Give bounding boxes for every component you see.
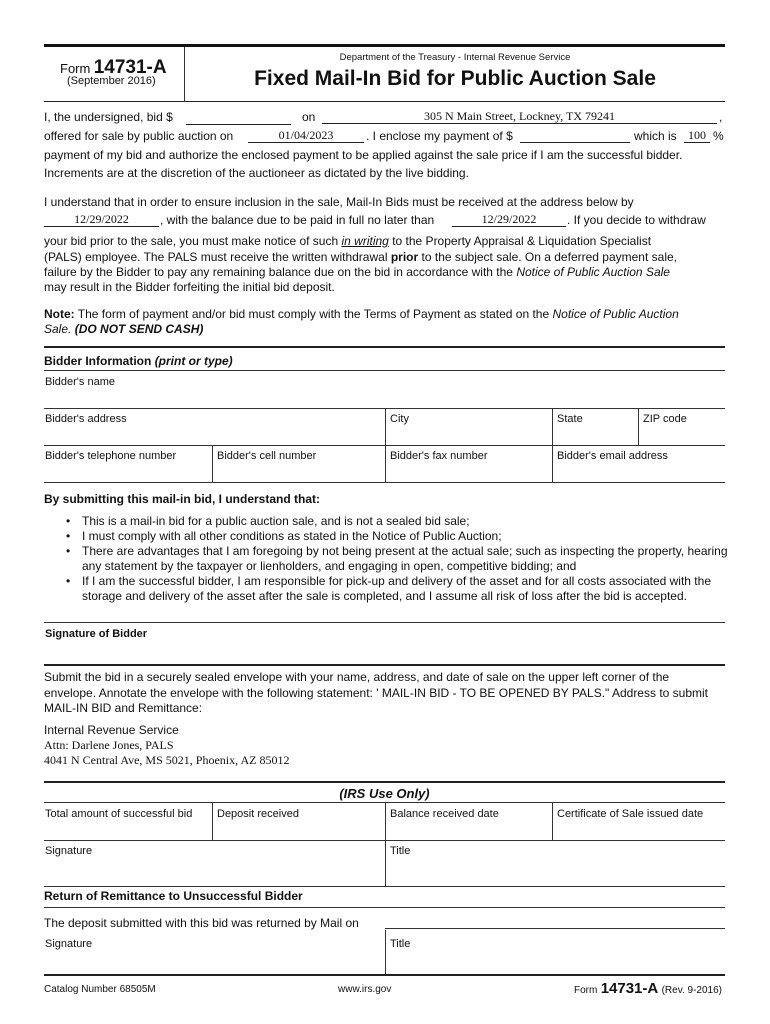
rule	[44, 622, 725, 623]
signature-of-bidder-label: Signature of Bidder	[45, 628, 148, 640]
bid-line2-label: offered for sale by public auction on	[44, 129, 234, 143]
bidder-info-top-rule	[44, 346, 725, 348]
remittance-heading: Return of Remittance to Unsuccessful Bidder	[44, 889, 303, 903]
remittance-title-label: Title	[390, 938, 411, 950]
bidder-info-heading-text: Bidder Information	[44, 354, 152, 368]
note-text: The form of payment and/or bid must comply with the Terms of Payment as stated on the	[77, 307, 550, 321]
bullet-icon: •	[66, 529, 71, 543]
list-item-text: I must comply with all other conditions as stated in the Notice of Public Auction;	[82, 529, 502, 543]
list-item-text: There are advantages that I am foregoing by not being present at the actual sale; such as inspecting the property, hearing any statement by the taxpayer or lienholders, and engaging in open, competitive bidding; and	[82, 544, 728, 573]
phone-input[interactable]	[45, 464, 207, 480]
state-label: State	[557, 413, 583, 425]
fax-input[interactable]	[390, 464, 550, 480]
list-item	[44, 544, 734, 574]
understand-line3	[44, 234, 744, 248]
email-input[interactable]	[557, 464, 721, 480]
bidder-info-heading	[44, 354, 233, 368]
irs-signature-label: Signature	[45, 845, 93, 857]
col-divider	[385, 840, 386, 886]
bullet-icon: •	[66, 544, 71, 558]
col-divider	[385, 408, 386, 445]
prior-text: prior	[390, 250, 419, 264]
remittance-signature-label: Signature	[45, 938, 93, 950]
address-line1: Internal Revenue Service	[44, 723, 179, 737]
understand-line5-a: failure by the Bidder to pay any remaining balance due on the bid in accordance with the	[44, 265, 513, 279]
city-label: City	[390, 413, 409, 425]
col-divider	[385, 802, 386, 840]
deposit-received-label: Deposit received	[217, 808, 299, 820]
department-line: Department of the Treasury - Internal Revenue Service	[339, 52, 571, 63]
col-divider	[212, 802, 213, 840]
col-divider	[385, 445, 386, 482]
understand-line2-end: . If you decide to withdraw	[567, 213, 706, 227]
understand-line4-b: to the subject sale. On a deferred payment sale,	[421, 250, 677, 264]
fax-label: Bidder's fax number	[390, 450, 488, 462]
understand-line4	[44, 250, 744, 264]
phone-label: Bidder's telephone number	[45, 450, 177, 462]
irs-use-top-rule	[44, 781, 725, 783]
col-divider	[552, 445, 553, 482]
form-number: 14731-A	[93, 57, 167, 78]
signature-bottom-rule	[44, 664, 725, 666]
bid-line1-end: ,	[719, 110, 723, 124]
irs-website: www.irs.gov	[338, 984, 392, 995]
percent-field[interactable]: 100	[684, 128, 710, 143]
footer-form-id	[574, 980, 722, 997]
col-divider	[385, 930, 386, 974]
percent-sign: %	[713, 129, 724, 143]
rule	[44, 370, 725, 371]
col-divider	[552, 408, 553, 445]
form-date: (September 2016)	[67, 75, 156, 87]
note-line1	[44, 307, 744, 321]
no-cash-text: (DO NOT SEND CASH)	[74, 322, 204, 336]
list-item-text: This is a mail-in bid for a public auction sale, and is not a sealed bid sale;	[82, 514, 470, 528]
note-notice-b: Sale.	[44, 322, 72, 336]
bidder-address-label: Bidder's address	[45, 413, 127, 425]
page-title: Fixed Mail-In Bid for Public Auction Sale	[254, 67, 656, 90]
bidder-address-input[interactable]	[45, 427, 380, 443]
bid-amount-input[interactable]	[186, 110, 291, 125]
col-divider	[212, 445, 213, 482]
footer-form-number: 14731-A	[600, 980, 659, 997]
acknowledgement-list	[44, 514, 734, 604]
remittance-text: The deposit submitted with this bid was returned by Mail on	[44, 916, 359, 930]
catalog-number: Catalog Number 68505M	[44, 984, 156, 995]
rule	[44, 907, 725, 908]
note-line2	[44, 322, 744, 336]
received-by-date-field[interactable]: 12/29/2022	[44, 212, 159, 227]
bidder-name-input[interactable]	[45, 390, 720, 406]
understand-line4-a: (PALS) employee. The PALS must receive the written withdrawal	[44, 250, 388, 264]
cell-input[interactable]	[217, 464, 381, 480]
understand-line1: I understand that in order to ensure inclusion in the sale, Mail-In Bids must be received at the address below by	[44, 195, 634, 209]
total-bid-label: Total amount of successful bid	[45, 808, 193, 820]
auction-date-field[interactable]: 01/04/2023	[248, 128, 364, 143]
bidder-info-heading-suffix: (print or type)	[154, 354, 233, 368]
state-input[interactable]	[557, 427, 633, 443]
bid-line4: Increments are at the discretion of the auctioneer as dictated by the live bidding.	[44, 166, 469, 180]
address-line2: Attn: Darlene Jones, PALS	[44, 738, 174, 752]
irs-use-heading: (IRS Use Only)	[339, 786, 430, 801]
certificate-date-label: Certificate of Sale issued date	[557, 808, 704, 820]
bid-payment-label: . I enclose my payment of $	[366, 129, 513, 143]
bullet-icon: •	[66, 514, 71, 528]
returned-date-input[interactable]	[385, 914, 725, 929]
irs-title-label: Title	[390, 845, 411, 857]
header-bottom-rule	[44, 101, 725, 102]
in-writing-text: in writing	[341, 234, 389, 248]
notice-title-text: Notice of Public Auction Sale	[516, 265, 670, 279]
balance-received-label: Balance received date	[390, 808, 499, 820]
address-line3: 4041 N Central Ave, MS 5021, Phoenix, AZ 85012	[44, 753, 290, 767]
zip-input[interactable]	[643, 427, 721, 443]
bid-which-label: which is	[634, 129, 677, 143]
list-item-text: If I am the successful bidder, I am responsible for pick-up and delivery of the asset and for all costs associated with the storage and delivery of the asset after the sale is completed, and I assume all risk of loss after the bid is accepted.	[82, 574, 711, 603]
bid-line3: payment of my bid and authorize the enclosed payment to be applied against the sale price if I am the successful bidder.	[44, 148, 683, 162]
acknowledgement-heading: By submitting this mail-in bid, I understand that:	[44, 492, 320, 506]
col-divider	[638, 408, 639, 445]
zip-label: ZIP code	[643, 413, 687, 425]
top-rule	[44, 44, 725, 47]
rule	[44, 482, 725, 483]
city-input[interactable]	[390, 427, 550, 443]
list-item	[44, 529, 734, 544]
footer-rev: (Rev. 9-2016)	[661, 985, 722, 996]
footer-form-prefix: Form	[574, 985, 598, 996]
understand-line2-mid: , with the balance due to be paid in full no later than	[160, 213, 435, 227]
list-item	[44, 514, 734, 529]
payment-amount-input[interactable]	[520, 128, 630, 143]
balance-date-field[interactable]: 12/29/2022	[452, 212, 566, 227]
note-label: Note:	[44, 307, 75, 321]
submit-instructions: Submit the bid in a securely sealed envelope with your name, address, and date of sale on the upper left corner of the envelope. Annotate the envelope with the following statement: ' MAIL-IN BID - TO BE OPENED BY PALS." Address to submit MAIL-IN BID and Remittance:	[44, 670, 709, 715]
footer-top-rule	[44, 974, 725, 976]
understand-line6: may result in the Bidder forfeiting the initial bid deposit.	[44, 280, 335, 294]
understand-line3-b: to the Property Appraisal & Liquidation Specialist	[392, 234, 652, 248]
bidder-signature-input[interactable]	[45, 644, 720, 662]
understand-line3-a: your bid prior to the sale, you must make notice of such	[44, 234, 339, 248]
col-divider	[552, 802, 553, 840]
bid-on-label: on	[302, 110, 316, 124]
note-notice-a: Notice of Public Auction	[552, 307, 679, 321]
bidder-name-label: Bidder's name	[45, 376, 115, 388]
understand-line5	[44, 265, 744, 279]
form-prefix: Form	[60, 61, 91, 76]
property-address-field[interactable]: 305 N Main Street, Lockney, TX 79241	[322, 109, 717, 124]
bid-line1-label: I, the undersigned, bid $	[44, 110, 173, 124]
email-label: Bidder's email address	[557, 450, 668, 462]
rule	[44, 886, 725, 887]
bullet-icon: •	[66, 574, 71, 588]
list-item	[44, 574, 734, 604]
cell-label: Bidder's cell number	[217, 450, 317, 462]
